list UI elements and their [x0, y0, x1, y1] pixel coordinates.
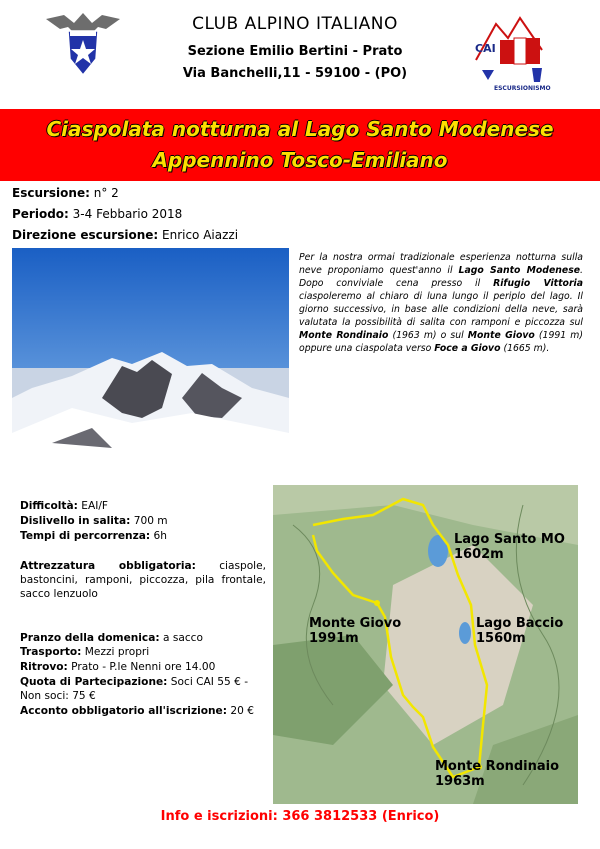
desc-text-1: Per la nostra ormai tradizionale esperienza notturna sulla neve proponiamo quest'anno il: [299, 252, 583, 276]
detail-trasporto: [20, 645, 149, 659]
escursionismo-text: ESCURSIONISMO: [494, 85, 551, 92]
ritrovo-value: Prato - P.le Nenni ore 14.00: [71, 661, 216, 673]
trasporto-label: Trasporto:: [20, 646, 82, 658]
lago-santo-name: Lago Santo MO: [454, 532, 565, 547]
quota-value: Soci CAI 55 € - Non soci: 75 €: [20, 676, 249, 702]
cai-logo: [44, 9, 122, 81]
attrezzatura-label: Attrezzatura obbligatoria:: [20, 560, 196, 572]
info-escursione: [12, 186, 119, 200]
monte-rondinaio-name: Monte Rondinaio: [435, 759, 560, 774]
detail-quota: [20, 675, 266, 703]
dislivello-label: Dislivello in salita:: [20, 515, 131, 527]
monte-giovo-alt: 1991m: [309, 631, 359, 646]
escursione-value: n° 2: [93, 186, 119, 200]
trasporto-value: Mezzi propri: [84, 646, 150, 658]
cai-logo-text: CAI: [475, 42, 496, 55]
event-region: Appennino Tosco-Emiliano: [152, 148, 448, 172]
periodo-label: Periodo:: [12, 207, 69, 221]
snowy-mountain-image: [12, 248, 289, 471]
escursione-label: Escursione:: [12, 186, 90, 200]
info-direzione: [12, 228, 238, 242]
map-label-monte-rondinaio: [435, 759, 559, 789]
ritrovo-label: Ritrovo:: [20, 661, 68, 673]
detail-tempi: [20, 529, 167, 543]
desc-text-5: (1991 m) oppure una ciaspolata verso: [299, 330, 583, 354]
cai-eagle-star-icon: [44, 9, 122, 81]
lago-baccio-alt: 1560m: [476, 631, 526, 646]
direzione-value: Enrico Aiazzi: [162, 228, 239, 242]
pranzo-label: Pranzo della domenica:: [20, 632, 160, 644]
map-label-lago-baccio: [476, 616, 563, 646]
attrezzatura-value: ciaspole, bastoncini, ramponi, piccozza, pila frontale, sacco lenzuolo: [20, 560, 267, 600]
dislivello-value: 700 m: [133, 515, 168, 527]
desc-text-4: (1963 m) o sul: [388, 330, 468, 341]
difficolta-label: Difficoltà:: [20, 500, 78, 512]
detail-ritrovo: [20, 660, 215, 674]
contact-info: Info e iscrizioni: 366 3812533 (Enrico): [160, 809, 440, 824]
direzione-label: Direzione escursione:: [12, 228, 159, 242]
lago-baccio-name: Lago Baccio: [476, 616, 564, 631]
address: Via Banchelli,11 - 59100 - (PO): [182, 66, 408, 81]
desc-lago-santo: Lago Santo Modenese: [458, 265, 581, 276]
desc-text-2: . Dopo conviviale cena presso il: [299, 265, 583, 289]
desc-foce: Foce a Giovo: [434, 343, 501, 354]
lago-santo-alt: 1602m: [454, 547, 504, 562]
desc-text-3: ciaspoleremo al chiaro di luna lungo il periplo del lago. Il giorno successivo, in base alle condizioni della neve, sarà valutata la possibilità di salita con ramponi e piccozza sul: [299, 291, 583, 328]
event-title: Ciaspolata notturna al Lago Santo Modenese: [46, 117, 554, 141]
mountain-flag-icon: [472, 10, 552, 96]
section-name: Sezione Emilio Bertini - Prato: [187, 44, 403, 59]
detail-pranzo: [20, 631, 203, 645]
mountain-photo: [12, 248, 289, 471]
map-label-monte-giovo: [309, 616, 401, 646]
quota-label: Quota di Partecipazione:: [20, 676, 168, 688]
desc-text-6: (1665 m).: [500, 343, 550, 354]
desc-giovo: Monte Giovo: [467, 330, 535, 341]
info-periodo: [12, 207, 182, 221]
description: [299, 251, 583, 355]
cai-escursionismo-logo: [472, 10, 552, 96]
map-label-lago-santo: [454, 532, 565, 562]
detail-acconto: [20, 704, 254, 718]
desc-rifugio: Rifugio Vittoria: [493, 278, 583, 289]
tempi-label: Tempi di percorrenza:: [20, 530, 151, 542]
pranzo-value: a sacco: [162, 632, 203, 644]
tempi-value: 6h: [153, 530, 167, 542]
periodo-value: 3-4 Febbario 2018: [72, 207, 183, 221]
difficolta-value: EAI/F: [81, 500, 108, 512]
detail-difficolta: [20, 499, 108, 513]
monte-rondinaio-alt: 1963m: [435, 774, 485, 789]
acconto-value: 20 €: [230, 705, 254, 717]
detail-attrezzatura: [20, 559, 266, 601]
desc-rondinaio: Monte Rondinaio: [299, 330, 389, 341]
acconto-label: Acconto obbligatorio all'iscrizione:: [20, 705, 227, 717]
detail-dislivello: [20, 514, 168, 528]
club-title: CLUB ALPINO ITALIANO: [192, 14, 398, 34]
monte-giovo-name: Monte Giovo: [309, 616, 402, 631]
